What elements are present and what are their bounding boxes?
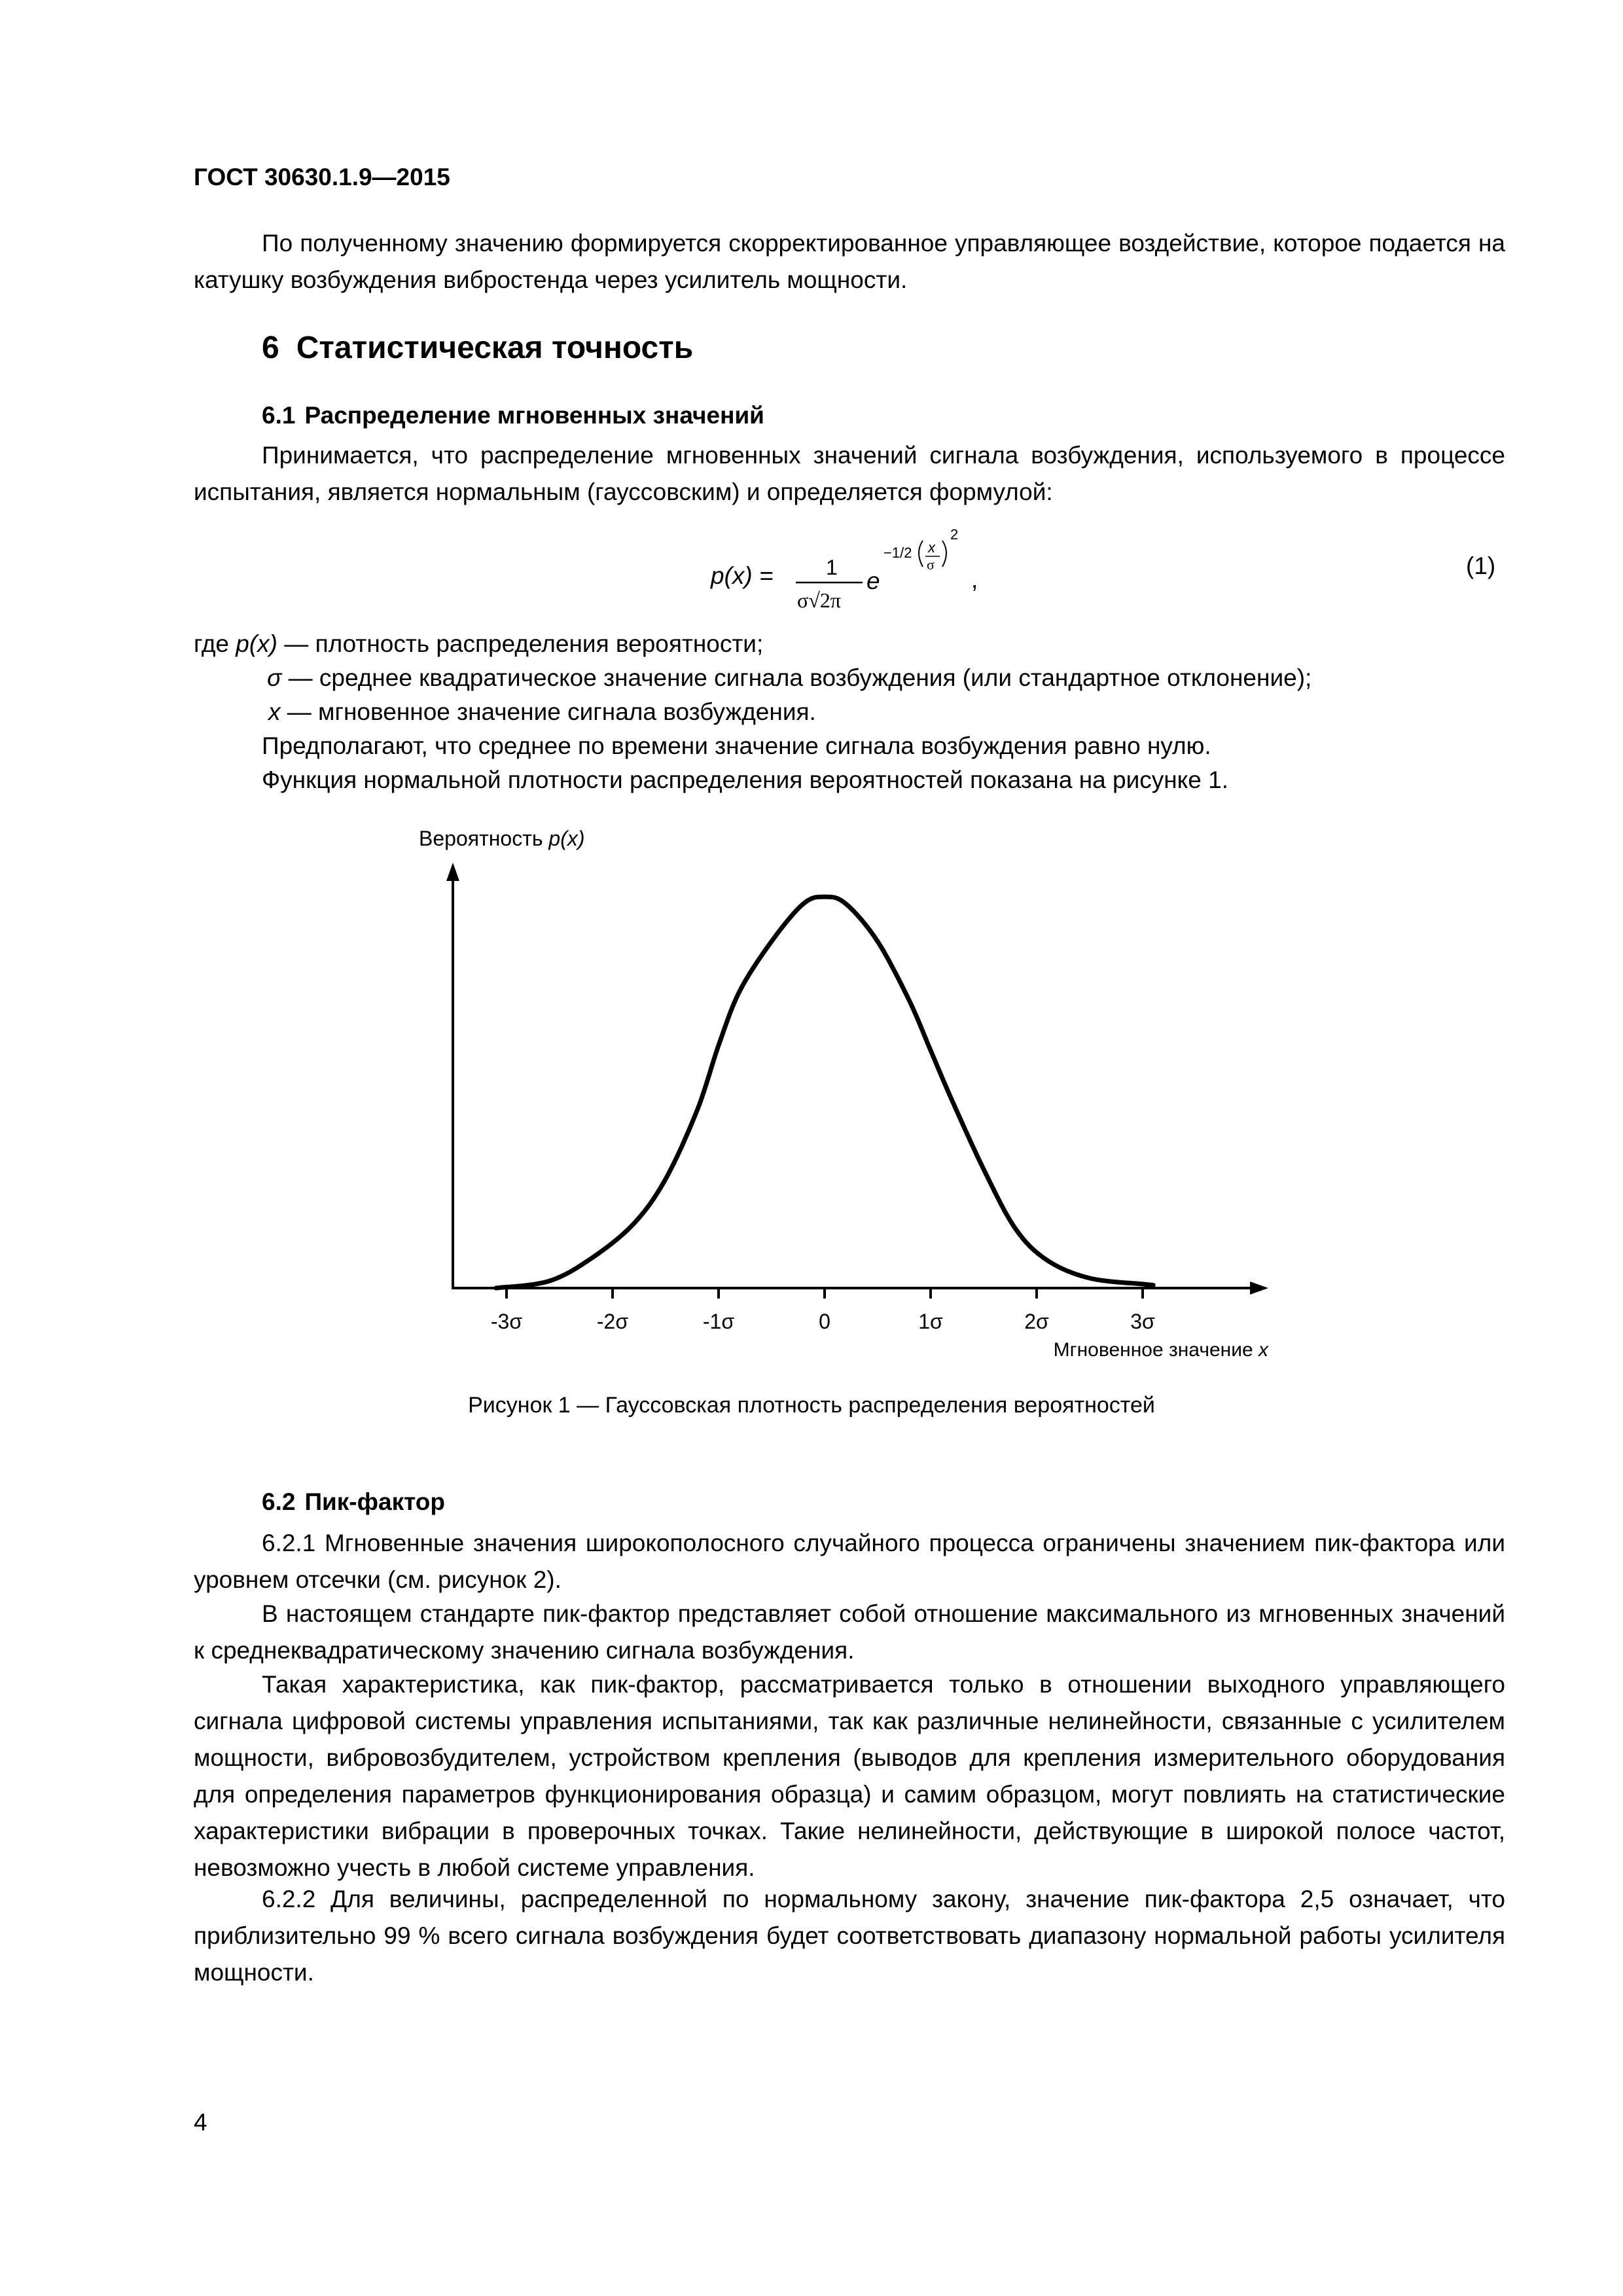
equation-number: (1) xyxy=(1466,552,1496,579)
formula-lhs: p(x) = xyxy=(711,562,774,589)
subsection-heading-6-1 xyxy=(262,402,764,429)
standard-header: ГОСТ 30630.1.9—2015 xyxy=(194,164,450,190)
x-axis-label-var: x xyxy=(1258,1339,1268,1361)
peak-factor-paragraph-2: В настоящем стандарте пик-фактор представляет собой отношение максимального из мгновенных значений к среднеквадратическому значению сигнала возбуждения. xyxy=(194,1600,1505,1664)
exponent-left-paren xyxy=(919,541,923,567)
section-title: Статистическая точность xyxy=(296,331,694,365)
y-axis-arrow xyxy=(446,863,459,881)
legend-sigma-desc: — среднее квадратическое значение сигнала возбуждения (или стандартное отклонение); xyxy=(281,664,1312,691)
y-axis-label-var: p(x) xyxy=(548,827,585,850)
subsection-heading-6-2 xyxy=(262,1488,445,1516)
legend-sigma xyxy=(267,661,1311,695)
formula-power: 2 xyxy=(950,526,959,543)
x-axis-arrow xyxy=(1250,1282,1268,1295)
x-tick-label: 0 xyxy=(819,1310,830,1333)
formula-base: e xyxy=(866,567,880,594)
peak-factor-paragraph-3: Такая характеристика, как пик-фактор, рассматривается только в отношении выходного управляющего сигнала цифровой системы управления испытаниями, так как различные нелинейности, связанные с усилителем мощности, вибровозбудителем, устройством крепления (выводов для крепления измерительного оборудования для определения параметров функционирования образца) и самим образцом, могут повлиять на статистические характеристики вибрации в проверочных точках. Такие нелинейности, действующие в широкой полосе частот, невозможно учесть в любой системе управления. xyxy=(194,1671,1505,1881)
legend-x-symbol: x xyxy=(268,698,281,725)
distribution-paragraph: Принимается, что распределение мгновенных значений сигнала возбуждения, используемого в процессе испытания, является нормальным (гауссовским) и определяется формулой: xyxy=(194,442,1505,505)
formula-exponent-prefix: −1/2 xyxy=(883,545,912,561)
intro-paragraph: По полученному значению формируется скорректированное управляющее воздействие, которое подается на катушку возбуждения вибростенда через усилитель мощности. xyxy=(194,230,1505,293)
legend-sigma-symbol: σ xyxy=(267,664,282,691)
exponent-right-paren xyxy=(942,541,946,567)
formula-comma: , xyxy=(971,566,978,593)
legend-x xyxy=(268,695,816,729)
figure-1-caption: Рисунок 1 — Гауссовская плотность распределения вероятностей xyxy=(468,1393,1155,1418)
formula-exp-num: x xyxy=(928,539,935,556)
page-number: 4 xyxy=(194,2109,207,2136)
legend-px-desc: — плотность распределения вероятности; xyxy=(277,630,764,657)
section-heading xyxy=(262,330,693,366)
gaussian-curve xyxy=(496,897,1153,1288)
y-axis-label-prefix: Вероятность xyxy=(419,827,549,850)
subsection-title: Распределение мгновенных значений xyxy=(304,402,764,429)
subsection-number: 6.2 xyxy=(262,1488,296,1515)
peak-factor-paragraph-1: 6.2.1 Мгновенные значения широкополосного случайного процесса ограничены значением пик-фактора или уровнем отсечки (см. рисунок 2). xyxy=(194,1530,1505,1593)
x-tick-label: -1σ xyxy=(702,1310,735,1333)
x-tick-label: 3σ xyxy=(1130,1310,1155,1333)
formula-numerator: 1 xyxy=(826,556,838,579)
peak-factor-paragraph-4: 6.2.2 Для величины, распределенной по нормальному закону, значение пик-фактора 2,5 означает, что приблизительно 99 % всего сигнала возбуждения будет соответствовать диапазону нормальной работы усилителя мощности. xyxy=(194,1886,1505,1986)
formula-gaussian xyxy=(707,524,1034,628)
x-axis-ticks xyxy=(491,1288,1155,1333)
x-axis-label xyxy=(1054,1339,1269,1361)
section-number: 6 xyxy=(262,331,279,365)
legend-x-desc: — мгновенное значение сигнала возбуждения. xyxy=(280,698,816,725)
legend-px xyxy=(194,627,763,661)
gaussian-chart-svg xyxy=(393,818,1309,1374)
y-axis-label xyxy=(419,827,585,850)
x-tick-label: 2σ xyxy=(1024,1310,1049,1333)
x-axis-label-prefix: Мгновенное значение xyxy=(1053,1339,1258,1361)
x-tick-label: -3σ xyxy=(490,1310,523,1333)
subsection-title: Пик-фактор xyxy=(304,1488,445,1515)
legend-px-symbol: p(x) xyxy=(236,630,278,657)
legend-where-prefix: где xyxy=(194,630,236,657)
figure-reference-paragraph: Функция нормальной плотности распределения вероятностей показана на рисунке 1. xyxy=(262,766,1228,793)
x-tick-label: 1σ xyxy=(918,1310,943,1333)
assumption-paragraph: Предполагают, что среднее по времени значение сигнала возбуждения равно нулю. xyxy=(262,732,1211,759)
subsection-number: 6.1 xyxy=(262,402,296,429)
figure-1-chart xyxy=(393,818,1309,1374)
formula-denominator: σ√2π xyxy=(797,588,841,612)
x-tick-label: -2σ xyxy=(596,1310,629,1333)
formula-exp-den: σ xyxy=(927,556,935,573)
